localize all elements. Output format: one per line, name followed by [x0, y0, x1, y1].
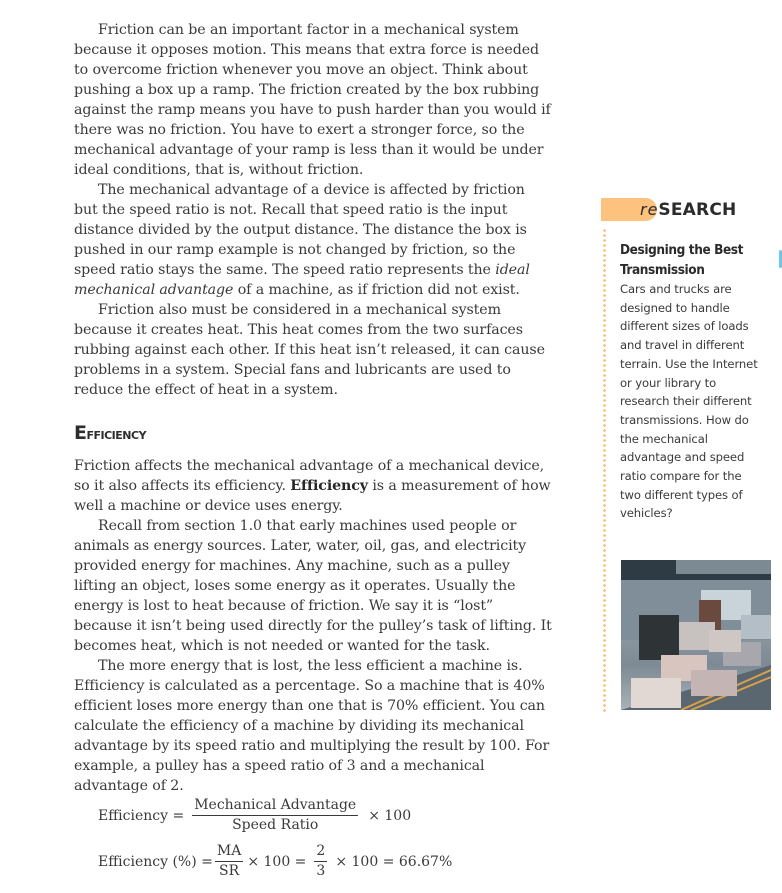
paragraph-friction-intro: Friction can be an important factor in a mechanical system because it opposes motion. This means that extra force is needed to overcome friction whenever you move an object. Think about pushing a box up a ramp. The friction created by the box rubbing against the ramp means you have to push harder than you would if there was no friction. You have to exert a stronger force, so the mechanical advantage of your ramp is less than it would be under ideal conditions, that is, without friction. — [74, 22, 551, 178]
fraction: $\frac{\text{Mechanical Advantage}}{\text{Speed Ratio}}$ — [194, 797, 357, 833]
paragraph-heat: Friction also must be considered in a mechanical system because it creates heat. This heat comes from the two surfaces rubbing against each other. If this heat isn’t released, it can cause problems in a system. Special fans and lubricants are used to reduce the effect of heat in a system. — [74, 302, 545, 398]
paragraph-energy-loss: Recall from section 1.0 that early machines used people or animals as energy sources. Later, water, oil, gas, and electricity provided energy for machines. Any machine, such as a pulley lifting an object, loses some energy as it operates. Usually the energy is lost to heat because of friction. We say it is “lost” because it isn’t being used directly for the pulley’s task of lifting. It becomes heat, which is not needed or wanted for the task. — [74, 518, 552, 654]
fraction-2-3: $\frac{2}{3}$ — [316, 843, 326, 879]
main-text-column — [74, 20, 552, 796]
bold-term-efficiency: Efficiency — [290, 478, 368, 494]
italic-term: ideal mechanical advantage — [74, 262, 530, 298]
formula-efficiency-example: Efficiency (%) = $\frac{MA}{SR}$ × 100 = $\frac{2}{3}$ × 100 = 66.67% — [98, 843, 453, 879]
traffic-photo — [621, 560, 771, 710]
research-label: reSEARCH — [640, 200, 737, 220]
paragraph-efficiency-calc: The more energy that is lost, the less efficient a machine is. Efficiency is calculated as a percentage. So a machine that is 40% efficient loses more energy than one that is 70% efficient. You can calculate the efficiency of a machine by dividing its mechanical advantage by its speed ratio and multiplying the result by 100. For example, a pulley has a speed ratio of 3 and a mechanical advantage of 2. — [74, 658, 550, 794]
section-heading-efficiency: Efficiency — [74, 422, 147, 444]
sidebar-heading: Designing the Best Transmission — [620, 242, 744, 278]
dotted-divider — [603, 228, 606, 712]
formula-efficiency: Efficiency = $\frac{\text{Mechanical Advantage}}{\text{Speed Ratio}}$ × 100 — [98, 797, 412, 833]
fraction-ma-sr: $\frac{MA}{SR}$ — [216, 843, 242, 879]
sidebar-body: Cars and trucks are designed to handle different sizes of loads and travel in different terrain. Use the Internet or your library to research their different transmissions. How do the mechanical advantage and speed ratio compare for the two different types of vehicles? — [620, 282, 758, 521]
paragraph-speed-ratio: The mechanical advantage of a device is affected by friction but the speed ratio is not. Recall that speed ratio is the input distance divided by the output distance. The distance the box is pushed in our ramp example is not changed by friction, so the speed ratio stays the same. The speed ratio represents the ideal mechanical advantage of a machine, as if friction did not exist. — [74, 182, 530, 298]
paragraph-efficiency-definition: Friction affects the mechanical advantage of a mechanical device, so it also affects its efficiency. Efficiency is a measurement of how well a machine or device uses energy. — [74, 458, 551, 514]
traffic-image-icon — [621, 560, 771, 710]
